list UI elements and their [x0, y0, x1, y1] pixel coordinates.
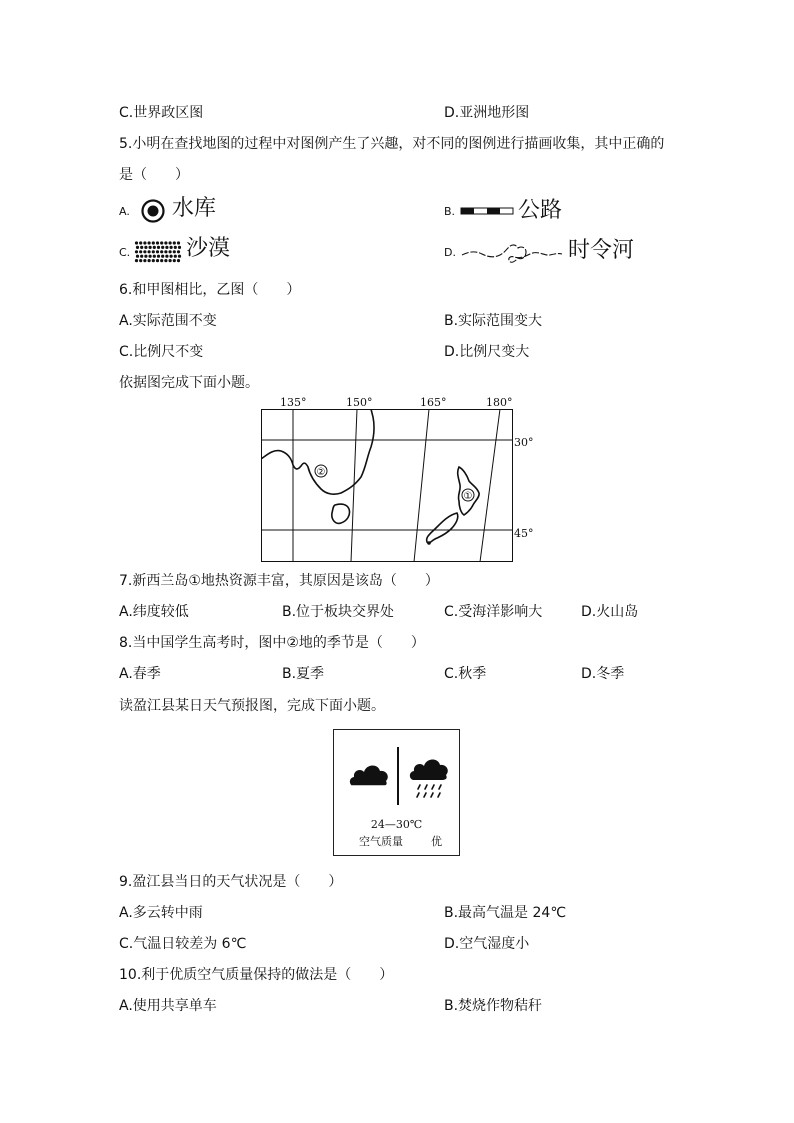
q5-option-d-label: D.	[444, 246, 456, 259]
q7-option-a: A.纬度较低	[119, 604, 189, 620]
q8-option-b: B.夏季	[282, 666, 325, 682]
meridian-180	[480, 409, 500, 562]
q5-option-a-text: 水库	[172, 196, 217, 221]
marker-2: ②	[316, 467, 326, 478]
map-frame	[262, 410, 513, 562]
desert-symbol-icon	[134, 240, 182, 264]
air-quality-value: 优	[431, 835, 442, 848]
q9-option-c: C.气温日较差为 6℃	[119, 936, 247, 952]
q8-option-c: C.秋季	[444, 666, 487, 682]
q4-option-c: C.世界政区图	[119, 105, 204, 121]
q5-option-c-label: C.	[119, 246, 131, 259]
q5-option-d-text: 时令河	[568, 238, 635, 263]
lat-label-30: 30°	[514, 436, 534, 449]
weather-divider	[397, 747, 399, 805]
q7-option-b: B.位于板块交界处	[282, 604, 395, 620]
q6-option-b: B.实际范围变大	[444, 313, 543, 329]
q6-option-c: C.比例尺不变	[119, 344, 204, 360]
q8-option-d: D.冬季	[581, 666, 625, 682]
weather-intro: 读盈江县某日天气预报图，完成下面小题。	[119, 698, 385, 714]
tasmania-island	[332, 504, 350, 523]
q9-option-a: A.多云转中雨	[119, 905, 203, 921]
q5-option-b-text: 公路	[518, 198, 563, 223]
q5-option-b-label: B.	[444, 205, 456, 218]
seasonal-river-symbol-icon	[460, 238, 564, 270]
marker-1: ①	[463, 491, 473, 502]
lon-label-150: 150°	[346, 396, 373, 409]
q9-stem: 9.盈江县当日的天气状况是（ ）	[119, 874, 343, 890]
q6-option-a: A.实际范围不变	[119, 313, 217, 329]
q9-option-d: D.空气湿度小	[444, 936, 530, 952]
q5-stem-line1: 5.小明在查找地图的过程中对图例产生了兴趣，对不同的图例进行描画收集，其中正确的	[119, 136, 665, 152]
air-quality-label: 空气质量	[359, 835, 403, 848]
temperature-range: 24—30℃	[370, 818, 423, 831]
reservoir-symbol-icon	[140, 198, 166, 224]
weather-forecast-card	[333, 729, 460, 856]
nz-south-island	[427, 513, 458, 543]
rain-cloud-icon	[408, 756, 452, 800]
q8-option-a: A.春季	[119, 666, 161, 682]
lon-label-165: 165°	[420, 396, 447, 409]
lon-label-135: 135°	[280, 396, 307, 409]
q6-stem: 6.和甲图相比，乙图（ ）	[119, 282, 301, 298]
q5-option-c-text: 沙漠	[186, 236, 231, 261]
q7-option-c: C.受海洋影响大	[444, 604, 543, 620]
oceania-map	[261, 409, 513, 562]
q7-option-d: D.火山岛	[581, 604, 639, 620]
q5-option-a-label: A.	[119, 205, 130, 218]
q6-option-d: D.比例尺变大	[444, 344, 530, 360]
lat-label-45: 45°	[514, 527, 534, 540]
stewart-island	[427, 541, 431, 545]
q10-stem: 10.利于优质空气质量保持的做法是（ ）	[119, 967, 394, 983]
q5-stem-line2: 是（ ）	[119, 167, 189, 183]
q10-option-b: B.焚烧作物秸秆	[444, 998, 543, 1014]
australia-coastline	[261, 409, 374, 494]
q10-option-a: A.使用共享单车	[119, 998, 217, 1014]
lon-label-180: 180°	[486, 396, 513, 409]
highway-symbol-icon	[460, 206, 514, 216]
cloud-icon	[348, 760, 390, 788]
q9-option-b: B.最高气温是 24℃	[444, 905, 567, 921]
map-intro: 依据图完成下面小题。	[119, 375, 259, 391]
q4-option-d: D.亚洲地形图	[444, 105, 530, 121]
q7-stem: 7.新西兰岛①地热资源丰富，其原因是该岛（ ）	[119, 573, 439, 589]
q8-stem: 8.当中国学生高考时，图中②地的季节是（ ）	[119, 635, 425, 651]
